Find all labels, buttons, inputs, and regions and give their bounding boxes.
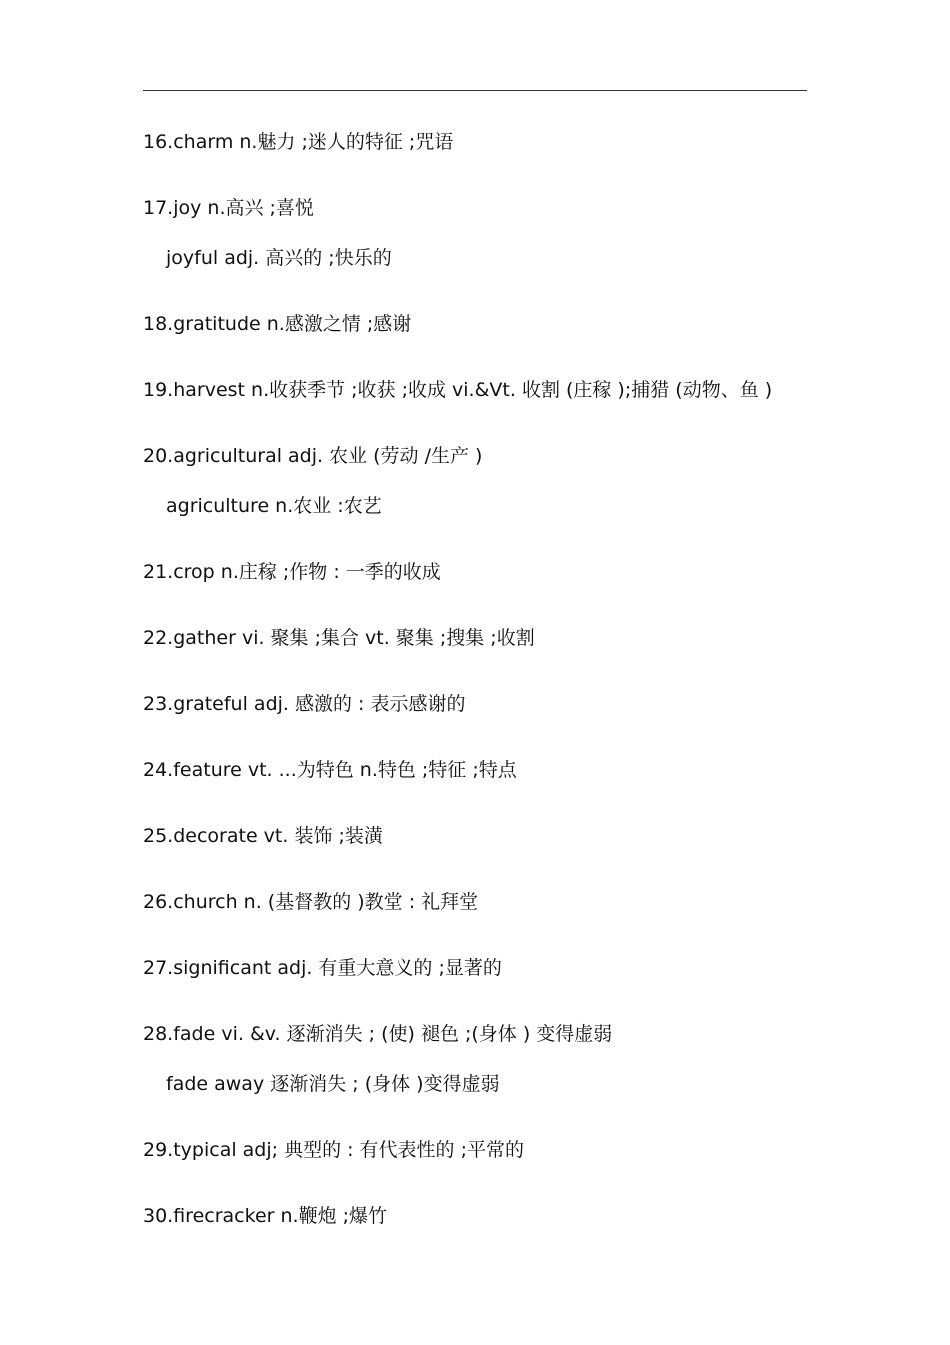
vocab-entry-16 [143, 125, 843, 159]
entry-line: 26.church n. (基督教的 )教堂 : 礼拜堂 [143, 891, 479, 913]
vocab-entry-30 [143, 1199, 843, 1233]
vocab-entry-23 [143, 687, 843, 721]
entry-subline: fade away 逐渐消失 ; (身体 )变得虚弱 [166, 1073, 500, 1095]
vocab-entry-19 [143, 373, 843, 407]
vocab-entry-20 [143, 439, 843, 523]
vocab-entry-21 [143, 555, 843, 589]
entry-line: 25.decorate vt. 装饰 ;装潢 [143, 825, 383, 847]
entry-line: 29.typical adj; 典型的 : 有代表性的 ;平常的 [143, 1139, 525, 1161]
entry-line: 27.significant adj. 有重大意义的 ;显著的 [143, 957, 502, 979]
vocabulary-list [143, 125, 843, 1233]
entry-line: 22.gather vi. 聚集 ;集合 vt. 聚集 ;搜集 ;收割 [143, 627, 535, 649]
entry-line: 19.harvest n.收获季节 ;收获 ;收成 vi.&Vt. 收割 (庄稼 );捕猎 (动物、鱼 ) [143, 379, 773, 401]
entry-line: 30.firecracker n.鞭炮 ;爆竹 [143, 1205, 388, 1227]
header-rule [143, 90, 807, 91]
entry-line: 20.agricultural adj. 农业 (劳动 /生产 ) [143, 445, 483, 467]
vocab-entry-25 [143, 819, 843, 853]
entry-subline: joyful adj. 高兴的 ;快乐的 [166, 247, 392, 269]
vocab-entry-26 [143, 885, 843, 919]
vocab-entry-22 [143, 621, 843, 655]
entry-line: 21.crop n.庄稼 ;作物 : 一季的收成 [143, 561, 441, 583]
vocab-entry-28 [143, 1017, 843, 1101]
entry-line: 18.gratitude n.感激之情 ;感谢 [143, 313, 412, 335]
vocab-entry-27 [143, 951, 843, 985]
vocab-entry-29 [143, 1133, 843, 1167]
entry-line: 28.fade vi. &v. 逐渐消失 ; (使) 褪色 ;(身体 ) 变得虚弱 [143, 1023, 613, 1045]
entry-line: 17.joy n.高兴 ;喜悦 [143, 197, 314, 219]
entry-line: 23.grateful adj. 感激的 : 表示感谢的 [143, 693, 466, 715]
vocab-entry-17 [143, 191, 843, 275]
entry-line: 16.charm n.魅力 ;迷人的特征 ;咒语 [143, 131, 454, 153]
vocab-entry-18 [143, 307, 843, 341]
entry-line: 24.feature vt. ...为特色 n.特色 ;特征 ;特点 [143, 759, 517, 781]
vocab-entry-24 [143, 753, 843, 787]
entry-subline: agriculture n.农业 :农艺 [166, 495, 382, 517]
